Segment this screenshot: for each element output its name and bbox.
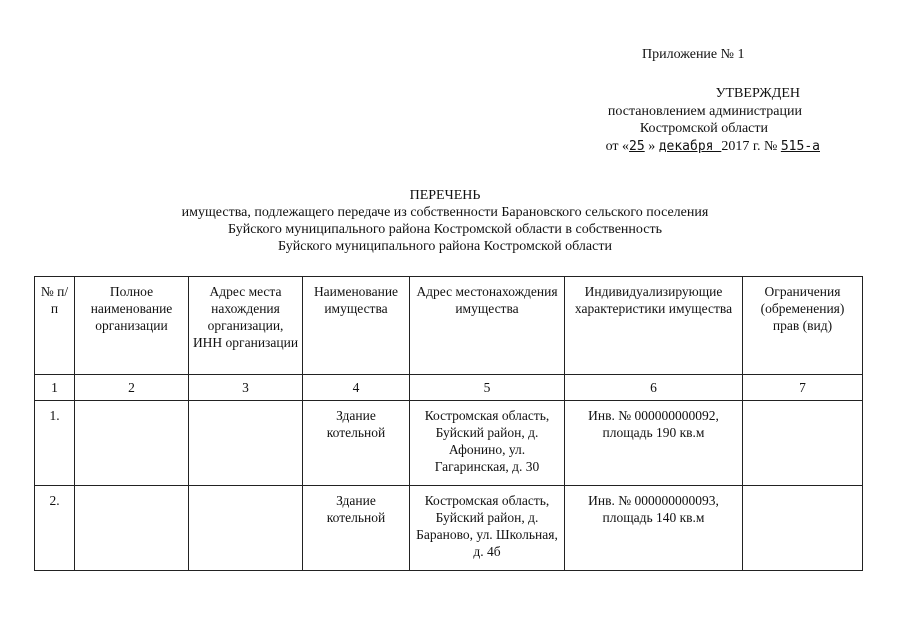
- row-property-name: Здание котельной: [303, 486, 410, 571]
- row-property-address: Костромская область, Буйский район, д. Бараново, ул. Школьная, д. 4б: [410, 486, 565, 571]
- approval-date-line: [560, 138, 860, 156]
- date-month: декабря: [658, 138, 722, 154]
- table-header-row: [35, 277, 863, 375]
- row-number: 2.: [35, 486, 75, 571]
- date-day: 25: [629, 138, 645, 154]
- table-row: [35, 401, 863, 486]
- column-number: 3: [189, 375, 303, 401]
- table-row: [35, 486, 863, 571]
- column-number: 5: [410, 375, 565, 401]
- header-org-address: Адрес места нахождения организации, ИНН организации: [189, 277, 303, 375]
- row-characteristics: Инв. № 000000000092, площадь 190 кв.м: [565, 401, 743, 486]
- column-number: 6: [565, 375, 743, 401]
- row-property-name: Здание котельной: [303, 401, 410, 486]
- header-property-address: Адрес местонахождения имущества: [410, 277, 565, 375]
- date-separator: »: [644, 138, 659, 154]
- heading-line-1: имущества, подлежащего передаче из собственности Барановского сельского поселения: [181, 205, 709, 220]
- column-number: 7: [743, 375, 863, 401]
- property-table: [34, 276, 863, 571]
- decree-number: 515-а: [780, 138, 820, 154]
- approval-block: [560, 85, 860, 155]
- approval-line-2: Костромской области: [639, 121, 768, 136]
- header-org-name: Полное наименование организации: [75, 277, 189, 375]
- row-characteristics: Инв. № 000000000093, площадь 140 кв.м: [565, 486, 743, 571]
- heading-line-2: Буйского муниципального района Костромской области в собственность: [228, 222, 662, 237]
- header-number: № п/п: [35, 277, 75, 375]
- approval-title: УТВЕРЖДЕН: [715, 86, 800, 101]
- row-number: 1.: [35, 401, 75, 486]
- row-org-name: [75, 486, 189, 571]
- list-heading: [100, 187, 790, 255]
- heading-title: ПЕРЕЧЕНЬ: [409, 188, 481, 203]
- header-property-name: Наименование имущества: [303, 277, 410, 375]
- date-year: 2017 г. №: [721, 138, 781, 154]
- header-characteristics: Индивидуализирующие характеристики имущества: [565, 277, 743, 375]
- column-number: 1: [35, 375, 75, 401]
- approval-line-1: постановлением администрации: [607, 103, 802, 119]
- date-prefix: от «: [605, 138, 630, 154]
- row-restrictions: [743, 486, 863, 571]
- column-number: 2: [75, 375, 189, 401]
- header-restrictions: Ограничения (обременения) прав (вид): [743, 277, 863, 375]
- appendix-label: Приложение № 1: [642, 47, 745, 62]
- heading-line-3: Буйского муниципального района Костромской области: [278, 239, 612, 254]
- row-org-address: [189, 401, 303, 486]
- row-property-address: Костромская область, Буйский район, д. Афонино, ул. Гагаринская, д. 30: [410, 401, 565, 486]
- row-org-address: [189, 486, 303, 571]
- column-number: 4: [303, 375, 410, 401]
- row-restrictions: [743, 401, 863, 486]
- row-org-name: [75, 401, 189, 486]
- column-number-row: [35, 375, 863, 401]
